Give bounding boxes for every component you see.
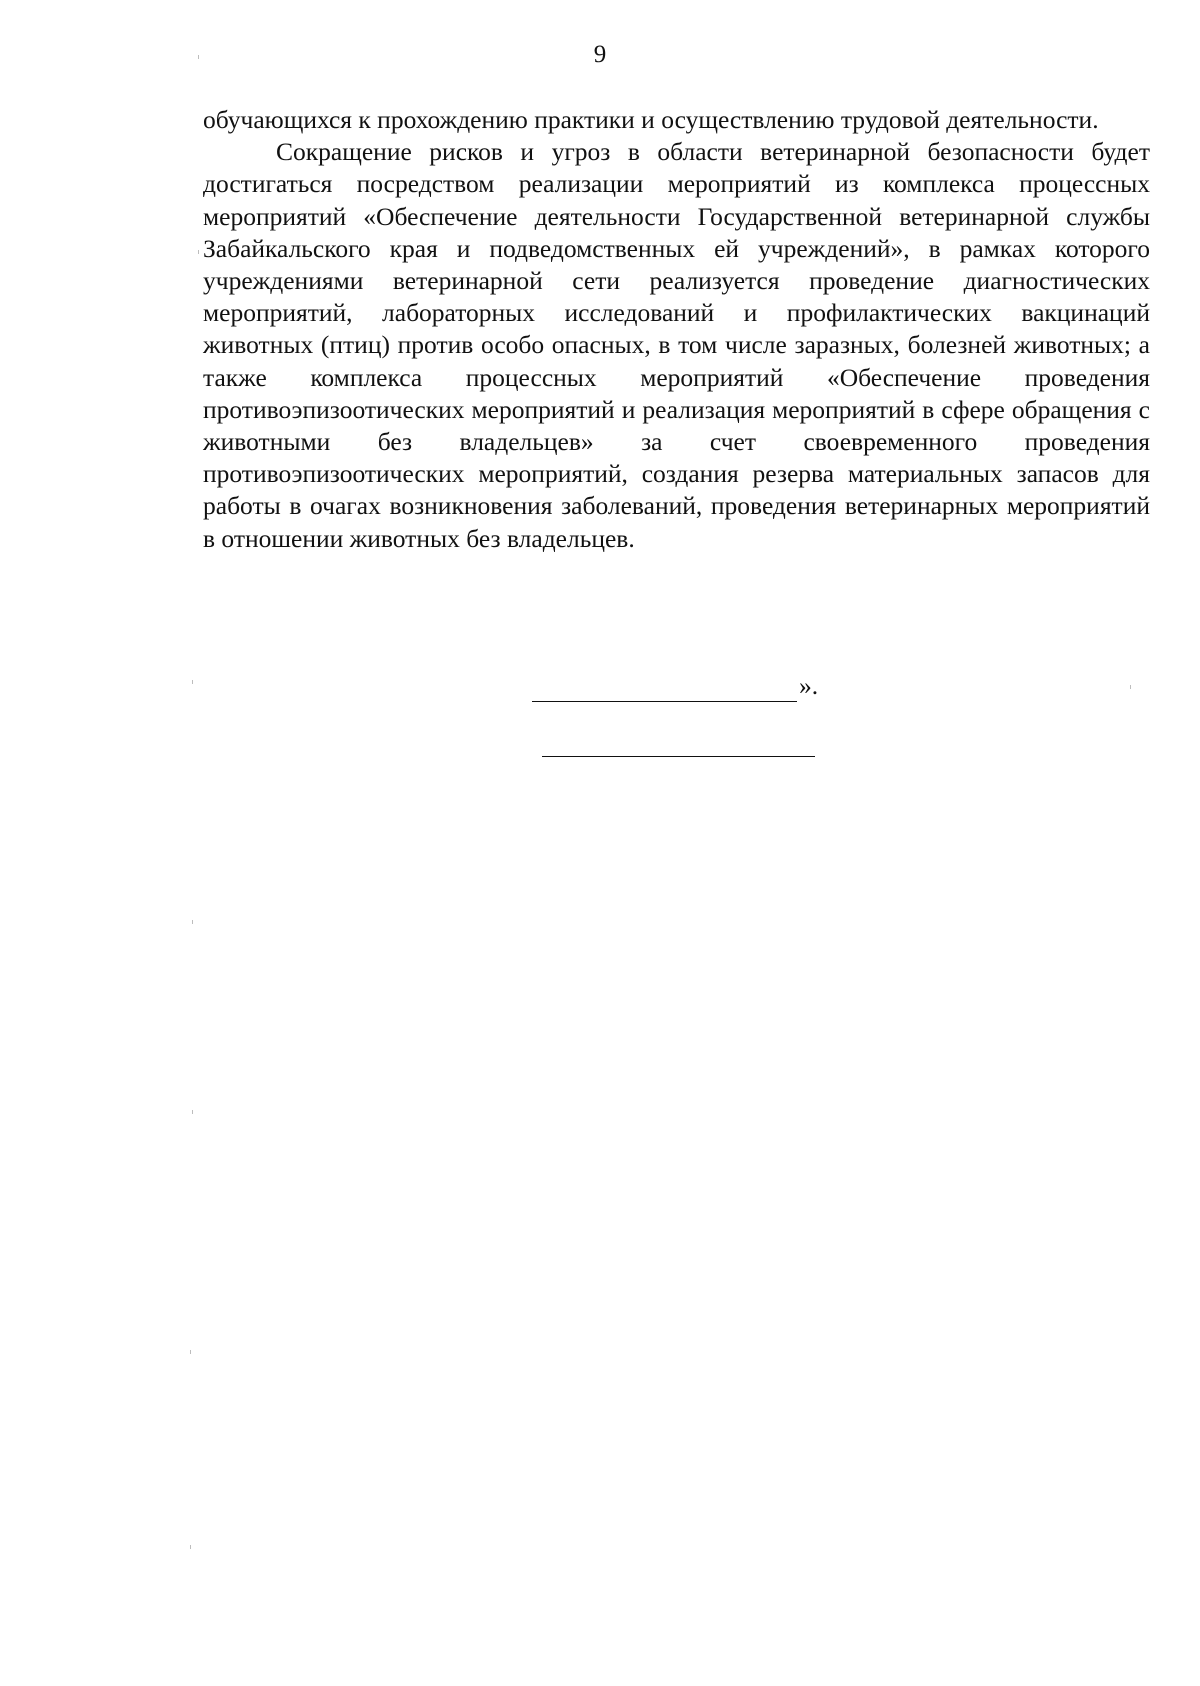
scan-artifact [198, 250, 199, 254]
scan-artifact [190, 1545, 191, 1549]
page-number: 9 [593, 41, 607, 68]
scan-artifact [192, 1110, 193, 1114]
scan-artifact [190, 1350, 191, 1354]
document-body [203, 104, 1150, 555]
closing-underline [532, 675, 797, 702]
document-end-line [542, 756, 815, 757]
scan-artifact [198, 55, 199, 59]
scan-artifact [192, 680, 193, 684]
closing-quote-mark: ». [799, 671, 819, 700]
scan-artifact [1130, 685, 1131, 689]
paragraph-continuation: обучающихся к прохождению практики и осуществлению трудовой деятельности. [203, 105, 1099, 134]
paragraph-veterinary-safety: Сокращение рисков и угроз в области ветеринарной безопасности будет достигаться посредством реализации мероприятий из комплекса процессных мероприятий «Обеспечение деятельности Государственной ветеринарной службы Забайкальского края и подведомственных ей учреждений», в рамках которого учреждениями ветеринарной сети реализуется проведение диагностических мероприятий, лабораторных исследований и профилактических вакцинаций животных (птиц) против особо опасных, в том числе заразных, болезней животных; а также комплекса процессных мероприятий «Обеспечение проведения противоэпизоотических мероприятий и реализация мероприятий в сфере обращения с животными без владельцев» за счет своевременного проведения противоэпизоотических мероприятий, создания резерва материальных запасов для работы в очагах возникновения заболеваний, проведения ветеринарных мероприятий в отношении животных без владельцев. [203, 137, 1150, 553]
closing-quote-block [532, 670, 818, 702]
scan-artifact [192, 920, 193, 924]
